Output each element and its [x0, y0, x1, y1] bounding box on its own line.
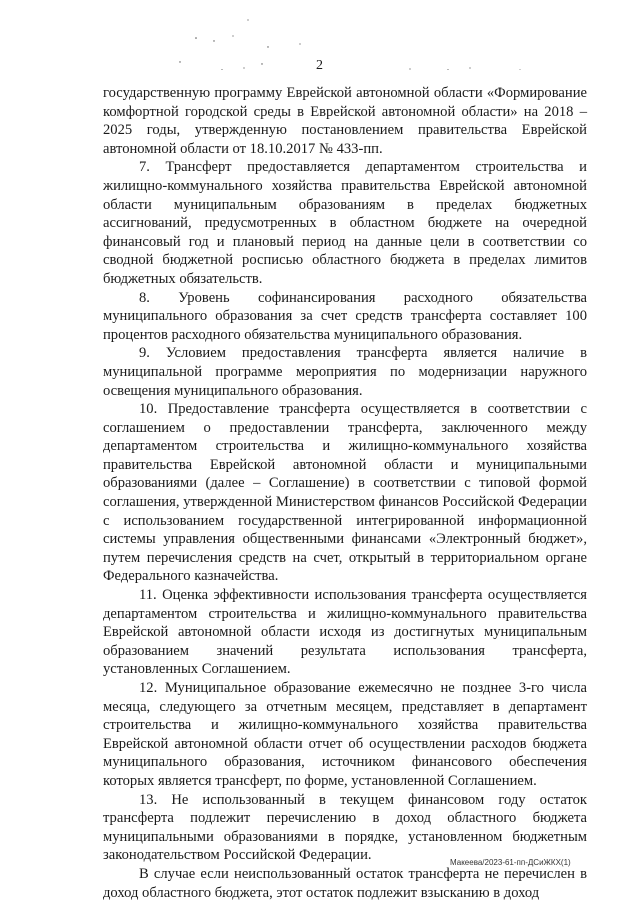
paragraph-8: 8. Уровень софинансирования расходного обязательства муниципального образования за счет средств трансферта составляет 100 процентов расходного обязательства муниципального образования. [103, 289, 587, 343]
paragraph-9: 9. Условием предоставления трансферта является наличие в муниципальной программе мероприятия по модернизации наружного освещения муниципального образования. [103, 345, 587, 399]
paragraph-13: 13. Не использованный в текущем финансовом году остаток трансферта подлежит перечислению в доход областного бюджета муниципальными образованиями в порядке, установленном бюджетным законодательством Российской Федерации. [103, 791, 587, 864]
document-footer-code: Макеева/2023-61-пп-ДСиЖКХ(1) [450, 858, 571, 867]
page-number: 2 [316, 58, 323, 73]
document-body [103, 84, 587, 902]
paragraph-11: 11. Оценка эффективности использования трансферта осуществляется департаментом строительства и жилищно-коммунального правительства Еврейской автономной области исходя из достигнутых муниципальным образованием значений результата использования трансферта, установленных Соглашением. [103, 587, 587, 678]
paragraph-7: 7. Трансферт предоставляется департаментом строительства и жилищно-коммунального хозяйства правительства Еврейской автономной области муниципальным образованиям в пределах бюджетных ассигнований, предусмотренных в областном бюджете на очередной финансовый год и плановый период на данные цели в соответствии со сводной бюджетной росписью областного бюджета в пределах лимитов бюджетных обязательств. [103, 159, 587, 287]
paragraph-continuation: государственную программу Еврейской автономной области «Формирование комфортной городской среды в Еврейской автономной области» на 2018 – 2025 годы, утвержденную постановлением правительства Еврейской автономной области от 18.10.2017 № 433-пп. [103, 85, 587, 157]
paragraph-10: 10. Предоставление трансферта осуществляется в соответствии с соглашением о предоставлении трансферта, заключенного между департаментом строительства и жилищно-коммунального хозяйства правительства Еврейской автономной области и муниципальными образованиями (далее – Соглашение) в соответствии с типовой формой соглашения, утвержденной Министерством финансов Российской Федерации с использованием государственной интегрированной информационной системы управления общественными финансами «Электронный бюджет», путем перечисления средств на счет, открытый в территориальном органе Федерального казначейства. [103, 401, 587, 585]
paragraph-12: 12. Муниципальное образование ежемесячно не позднее 3-го числа месяца, следующего за отчетным месяцем, представляет в департамент строительства и жилищно-коммунального хозяйства правительства Еврейской автономной области отчет об осуществлении расходов бюджета муниципального образования, источником финансового обеспечения которых является трансферт, по форме, установленной Соглашением. [103, 680, 587, 789]
paragraph-residual-transfer: В случае если неиспользованный остаток трансферта не перечислен в доход областного бюджета, этот остаток подлежит взысканию в доход [103, 865, 587, 901]
